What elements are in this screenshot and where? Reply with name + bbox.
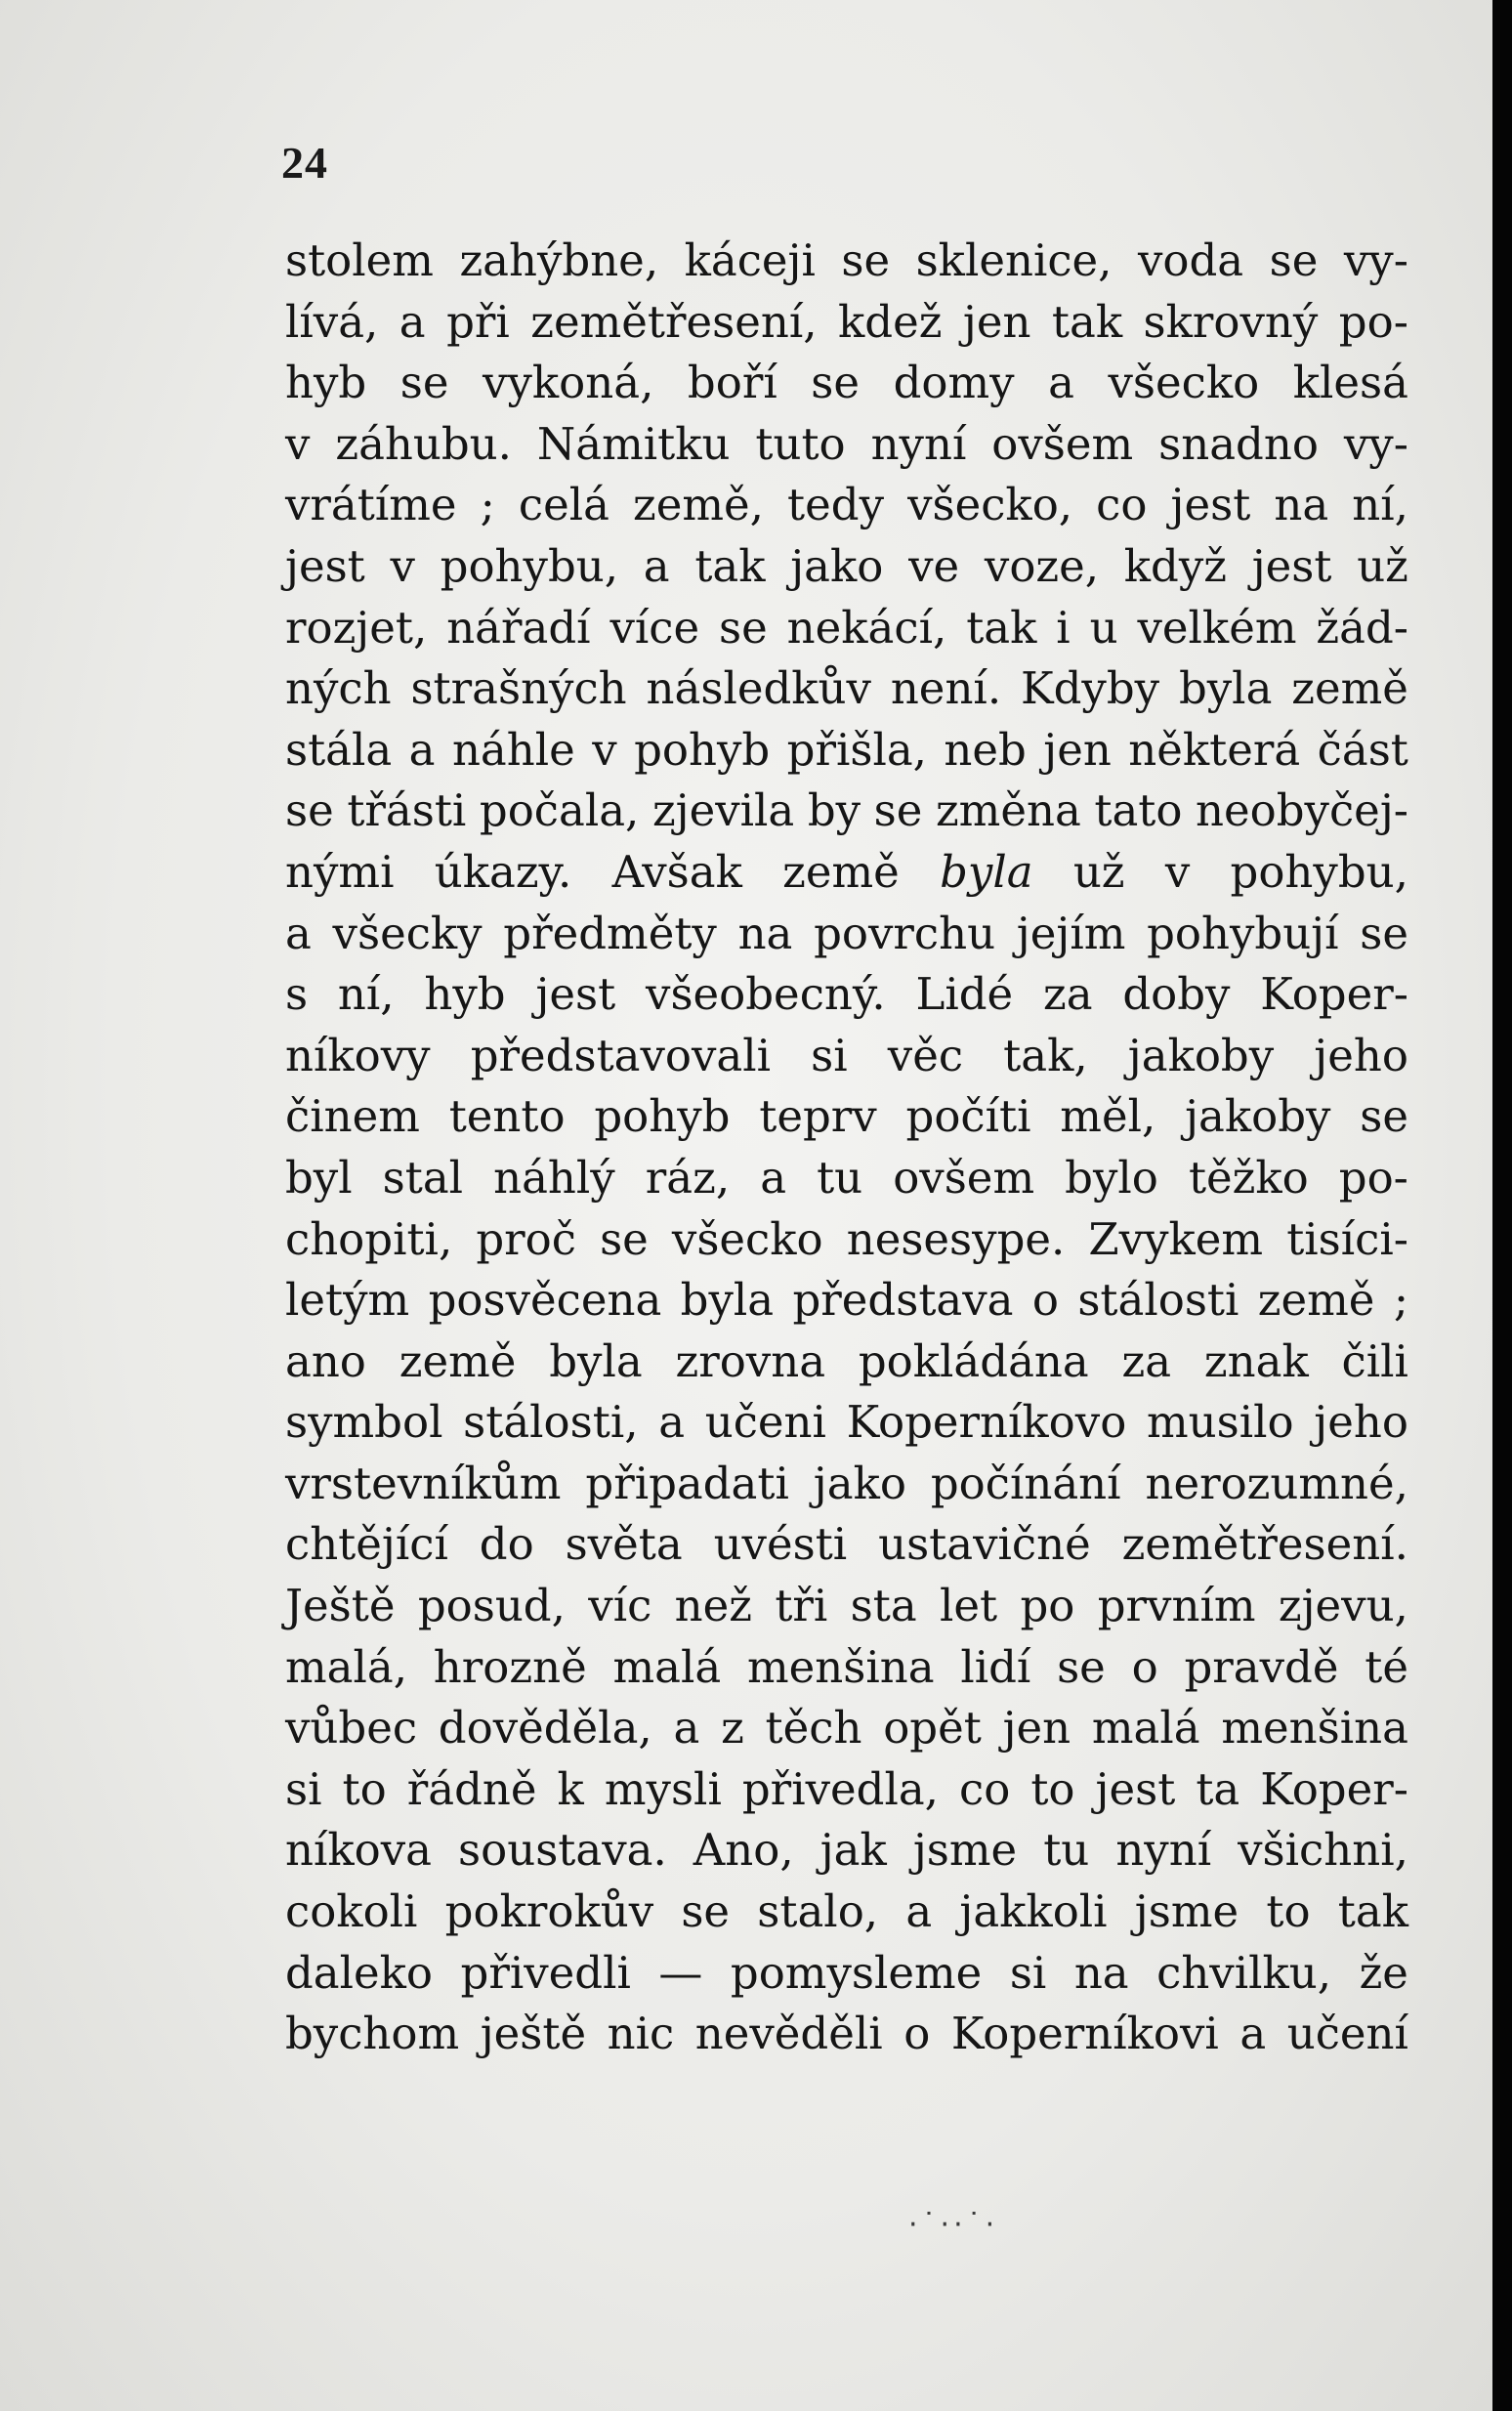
word: představovali	[470, 1029, 772, 1081]
text-line	[285, 1454, 1408, 1515]
text-line	[285, 1820, 1408, 1882]
word: byla	[549, 1334, 643, 1387]
text-line	[285, 2004, 1408, 2065]
word: a	[1048, 357, 1074, 409]
word: posud,	[417, 1580, 566, 1632]
word: jak	[819, 1824, 887, 1877]
word: úkazy.	[434, 845, 572, 898]
word: jakoby	[1127, 1029, 1275, 1081]
word: zahýbne,	[459, 234, 659, 286]
word: ní,	[337, 968, 395, 1021]
word: to	[1266, 1885, 1311, 1938]
word: přišla,	[786, 723, 927, 776]
word: i	[1056, 601, 1071, 654]
word: doby	[1122, 968, 1231, 1021]
scan-border	[1492, 0, 1512, 2411]
word: daleko	[285, 1946, 434, 1999]
word: pohybu,	[1230, 845, 1408, 898]
word: jeho	[1314, 1029, 1408, 1081]
text-line	[285, 720, 1408, 782]
word: bychom	[285, 2008, 460, 2060]
word: Kdyby	[1021, 662, 1160, 715]
word: země,	[633, 479, 764, 531]
word: nic	[607, 2008, 675, 2060]
word: Koper-	[1260, 1762, 1408, 1815]
word: jest	[535, 968, 616, 1021]
word: káceji	[684, 234, 816, 286]
text-line	[285, 1882, 1408, 1943]
word: následkův	[646, 662, 871, 715]
word: a	[673, 1702, 700, 1755]
text-line	[285, 475, 1408, 536]
word: a	[285, 907, 312, 959]
text-line	[285, 1086, 1408, 1148]
word: pomysleme	[730, 1946, 983, 1999]
word: proč	[476, 1212, 576, 1265]
word: hyb	[424, 968, 506, 1021]
word: stalo,	[757, 1885, 879, 1938]
word: bylo	[1065, 1151, 1158, 1204]
word: na	[1274, 479, 1329, 531]
word: počíti	[905, 1090, 1031, 1143]
word: nářadí	[446, 601, 591, 654]
word: za	[1121, 1334, 1172, 1387]
word: už	[1357, 539, 1408, 592]
word: a	[643, 539, 670, 592]
word: pohybují	[1147, 907, 1339, 959]
word: po-	[1338, 295, 1408, 348]
word: byla	[940, 845, 1033, 898]
word: jakoby	[1185, 1090, 1331, 1143]
word: jen	[962, 295, 1031, 348]
text-line	[285, 1637, 1408, 1699]
word: vykoná,	[483, 357, 654, 409]
word: k	[557, 1762, 584, 1815]
word: při	[446, 295, 510, 348]
word: ve	[908, 539, 960, 592]
word: stálosti	[1077, 1274, 1239, 1327]
word: tak	[694, 539, 766, 592]
word: kdež	[838, 295, 943, 348]
word: hyb	[285, 357, 367, 409]
word: přivedli	[460, 1946, 631, 1999]
word: menšina	[746, 1640, 935, 1693]
text-line	[285, 1392, 1408, 1454]
word: ní,	[1352, 479, 1408, 531]
word: si	[285, 1762, 322, 1815]
word: níkova	[285, 1824, 432, 1877]
word: snadno	[1158, 417, 1319, 470]
word: jako	[790, 539, 884, 592]
word: boří	[687, 357, 777, 409]
word: tak	[1337, 1885, 1408, 1938]
word: byla	[1178, 662, 1273, 715]
word: ráz,	[645, 1151, 731, 1204]
word: ných	[285, 662, 392, 715]
word: neb	[944, 723, 1027, 776]
word: část	[1317, 723, 1408, 776]
body-text	[285, 231, 1408, 2065]
word: za	[1042, 968, 1093, 1021]
word: země	[1257, 1274, 1375, 1327]
word: to	[1030, 1762, 1075, 1815]
page-number: 24	[281, 138, 328, 188]
word: jejím	[1016, 907, 1126, 959]
word: voze,	[984, 539, 1100, 592]
word: zjevu,	[1278, 1580, 1408, 1632]
word: jako	[813, 1457, 906, 1509]
word: jest	[1251, 539, 1332, 592]
word: nyní	[870, 417, 967, 470]
word: voda	[1137, 234, 1244, 286]
word: není.	[890, 662, 1002, 715]
word: v	[592, 723, 617, 776]
word: —	[658, 1946, 703, 1999]
word: tedy	[787, 479, 884, 531]
word: vrátíme	[285, 479, 457, 531]
word: vůbec	[285, 1702, 418, 1755]
word: po-	[1338, 1151, 1408, 1204]
word: náhlý	[493, 1151, 615, 1204]
word: mysli	[604, 1762, 722, 1815]
word: pravdě	[1184, 1640, 1339, 1693]
text-line	[285, 1270, 1408, 1332]
text-line	[285, 536, 1408, 598]
word: všecko	[671, 1212, 823, 1265]
word: uvésti	[713, 1518, 848, 1571]
word: některá	[1128, 723, 1301, 776]
word: soustava.	[458, 1824, 667, 1877]
word: měl,	[1060, 1090, 1156, 1143]
text-line	[285, 904, 1408, 965]
word: domy	[893, 357, 1015, 409]
word: počínání	[930, 1457, 1121, 1509]
word: že	[1359, 1946, 1408, 1999]
word: stála	[285, 723, 393, 776]
word: Zvykem	[1088, 1212, 1264, 1265]
word: letým	[285, 1274, 410, 1327]
word: chopiti,	[285, 1212, 453, 1265]
word: čili	[1341, 1334, 1408, 1387]
word: připadati	[585, 1457, 789, 1509]
word: symbol	[285, 1396, 443, 1449]
word: zemětřesení.	[1121, 1518, 1408, 1571]
word: tato	[1094, 784, 1183, 837]
word: velkém	[1137, 601, 1297, 654]
word: nyní	[1115, 1824, 1212, 1877]
word: z	[721, 1702, 744, 1755]
word: níkovy	[285, 1029, 431, 1081]
word: žád-	[1316, 601, 1408, 654]
word: malá,	[285, 1640, 408, 1693]
word: se	[600, 1212, 649, 1265]
word: jeho	[1314, 1396, 1408, 1449]
word: tak	[966, 601, 1037, 654]
word: tisíci-	[1286, 1212, 1408, 1265]
text-line	[285, 1943, 1408, 2005]
word: záhubu.	[335, 417, 512, 470]
word: a	[905, 1885, 933, 1938]
word: chtějící	[285, 1518, 448, 1571]
word: sklenice,	[915, 234, 1113, 286]
word: přivedla,	[741, 1762, 939, 1815]
text-line	[285, 353, 1408, 414]
word: pohyb	[634, 723, 771, 776]
word: se	[681, 1885, 731, 1938]
word: ustavičné	[878, 1518, 1091, 1571]
word: Koper-	[1260, 968, 1408, 1021]
word: zemětřesení,	[530, 295, 818, 348]
word: co	[959, 1762, 1011, 1815]
word: jen	[1043, 723, 1112, 776]
text-line	[285, 292, 1408, 354]
word: se	[1057, 1640, 1106, 1693]
word: se	[285, 784, 334, 837]
text-line	[285, 231, 1408, 292]
word: u	[1089, 601, 1118, 654]
word: cokoli	[285, 1885, 418, 1938]
word: o	[1131, 1640, 1158, 1693]
word: jakkoli	[959, 1885, 1108, 1938]
word: posvěcena	[428, 1274, 662, 1327]
word: ta	[1196, 1762, 1240, 1815]
word: země	[399, 1334, 517, 1387]
word: učeni	[704, 1396, 826, 1449]
word: předměty	[503, 907, 717, 959]
text-line	[285, 598, 1408, 659]
text-line	[285, 1759, 1408, 1821]
word: o	[903, 2008, 931, 2060]
text-line	[285, 1698, 1408, 1759]
word: ovšem	[893, 1151, 1035, 1204]
word: s	[285, 968, 309, 1021]
word: té	[1365, 1640, 1408, 1693]
word: v	[285, 417, 311, 470]
word: opět	[883, 1702, 982, 1755]
word: jest	[285, 539, 365, 592]
word: jen	[1002, 1702, 1071, 1755]
word: stálosti,	[463, 1396, 639, 1449]
word: na	[737, 907, 793, 959]
word: pokládána	[858, 1334, 1089, 1387]
word: Námitku	[536, 417, 731, 470]
text-line	[285, 964, 1408, 1026]
word: pokrokův	[444, 1885, 654, 1938]
word: ;	[480, 479, 495, 531]
word: po	[1020, 1580, 1075, 1632]
word: let	[940, 1580, 998, 1632]
word: počala,	[479, 784, 640, 837]
word: to	[342, 1762, 387, 1815]
word: náhle	[451, 723, 575, 776]
word: vy-	[1343, 234, 1408, 286]
text-line	[285, 1209, 1408, 1271]
word: tak,	[1003, 1029, 1088, 1081]
word: neobyčej-	[1196, 784, 1408, 837]
word: těch	[765, 1702, 862, 1755]
word: o	[1031, 1274, 1059, 1327]
word: v	[390, 539, 415, 592]
print-specks: ·˙··˙·	[908, 2208, 999, 2242]
word: dověděla,	[438, 1702, 652, 1755]
word: řádně	[406, 1762, 537, 1815]
word: zjevila	[651, 784, 795, 837]
text-line	[285, 1576, 1408, 1637]
word: si	[811, 1029, 848, 1081]
word: vrstevníkům	[285, 1457, 562, 1509]
word: by	[807, 784, 861, 837]
word: už	[1072, 845, 1125, 898]
word: všecko,	[907, 479, 1073, 531]
word: těžko	[1188, 1151, 1309, 1204]
word: v	[1164, 845, 1191, 898]
word: věc	[887, 1029, 964, 1081]
word: se	[399, 357, 449, 409]
word: prvním	[1097, 1580, 1256, 1632]
word: byla	[680, 1274, 775, 1327]
word: se	[1360, 907, 1408, 959]
word: se	[811, 357, 861, 409]
word: se	[719, 601, 768, 654]
word: Koperníkovi	[950, 2008, 1219, 2060]
word: ještě	[480, 2008, 587, 2060]
text-line	[285, 1026, 1408, 1087]
word: byl	[285, 1151, 353, 1204]
word: Ano,	[693, 1824, 794, 1877]
word: více	[609, 601, 700, 654]
word: pohybu,	[440, 539, 619, 592]
word: strašných	[410, 662, 627, 715]
text-line	[285, 1148, 1408, 1209]
word: pohyb	[594, 1090, 731, 1143]
word: na	[1073, 1946, 1129, 1999]
word: země	[782, 845, 900, 898]
word: tři	[775, 1580, 828, 1632]
word: činem	[285, 1090, 420, 1143]
word: třásti	[347, 784, 467, 837]
word: a	[658, 1396, 686, 1449]
word: všichni,	[1238, 1824, 1408, 1877]
word: do	[479, 1518, 534, 1571]
word: jsme	[1134, 1885, 1239, 1938]
word: všecky	[332, 907, 483, 959]
word: představa	[792, 1274, 1014, 1327]
word: se	[873, 784, 923, 837]
word: stolem	[285, 234, 434, 286]
word: ano	[285, 1334, 366, 1387]
word: tak	[1051, 295, 1123, 348]
word: jest	[1095, 1762, 1176, 1815]
word: povrchu	[814, 907, 996, 959]
word: co	[1096, 479, 1148, 531]
word: sta	[850, 1580, 917, 1632]
word: a	[408, 723, 436, 776]
word: Koperníkovo	[846, 1396, 1127, 1449]
word: tento	[448, 1090, 566, 1143]
word: se	[1360, 1090, 1408, 1143]
word: a	[760, 1151, 787, 1204]
word: znak	[1203, 1334, 1309, 1387]
text-line	[285, 414, 1408, 476]
word: zrovna	[675, 1334, 826, 1387]
word: lívá,	[285, 295, 379, 348]
word: než	[674, 1580, 752, 1632]
word: jest	[1170, 479, 1251, 531]
text-line	[285, 842, 1408, 904]
text-line	[285, 658, 1408, 720]
word: lidí	[960, 1640, 1031, 1693]
word: nerozumné,	[1145, 1457, 1408, 1509]
word: země	[1291, 662, 1408, 715]
word: jsme	[912, 1824, 1018, 1877]
word: ;	[1393, 1274, 1408, 1327]
word: musilo	[1146, 1396, 1294, 1449]
word: celá	[518, 479, 609, 531]
word: se	[841, 234, 891, 286]
word: malá	[1091, 1702, 1200, 1755]
text-line	[285, 781, 1408, 842]
word: Lidé	[915, 968, 1014, 1021]
word: rozjet,	[285, 601, 428, 654]
word: ovšem	[991, 417, 1134, 470]
word: skrovný	[1143, 295, 1319, 348]
word: menšina	[1221, 1702, 1408, 1755]
word: klesá	[1292, 357, 1408, 409]
text-line	[285, 1332, 1408, 1393]
word: se	[1269, 234, 1319, 286]
word: tu	[817, 1151, 863, 1204]
text-line	[285, 1514, 1408, 1576]
word: změna	[935, 784, 1081, 837]
word: vy-	[1343, 417, 1408, 470]
word: nými	[285, 845, 395, 898]
word: si	[1009, 1946, 1047, 1999]
word: tuto	[755, 417, 846, 470]
word: všecko	[1108, 357, 1260, 409]
word: a	[399, 295, 426, 348]
word: teprv	[759, 1090, 877, 1143]
word: Ještě	[285, 1580, 396, 1632]
word: hrozně	[433, 1640, 587, 1693]
word: stal	[382, 1151, 464, 1204]
word: víc	[588, 1580, 652, 1632]
word: nevěděli	[694, 2008, 883, 2060]
word: Avšak	[611, 845, 742, 898]
word: chvilku,	[1156, 1946, 1332, 1999]
word: malá	[612, 1640, 722, 1693]
word: učení	[1286, 2008, 1408, 2060]
word: nekácí,	[786, 601, 947, 654]
word: všeobecný.	[646, 968, 886, 1021]
word: světa	[565, 1518, 683, 1571]
word: když	[1123, 539, 1227, 592]
word: tu	[1043, 1824, 1090, 1877]
word: nesesype.	[846, 1212, 1066, 1265]
word: a	[1239, 2008, 1267, 2060]
